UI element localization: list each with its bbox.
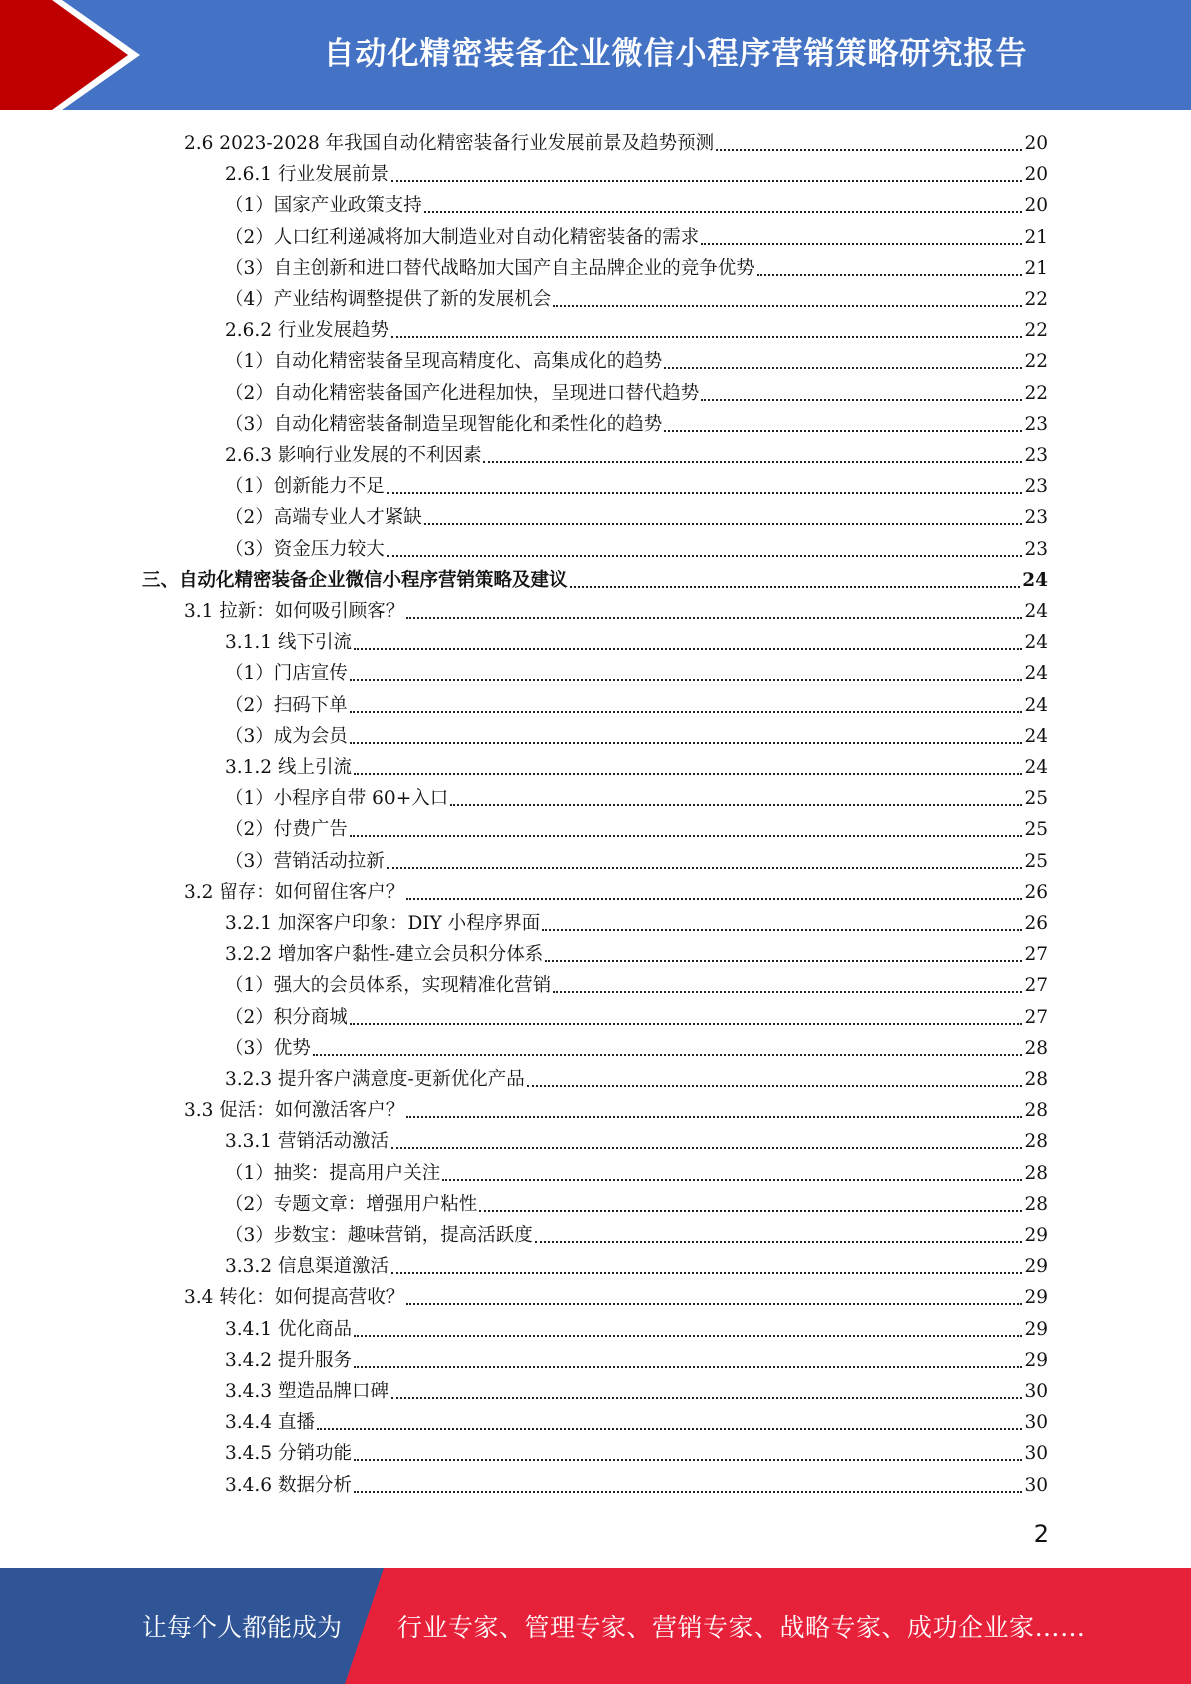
toc-entry-page: 23 [1024, 413, 1048, 435]
toc-entry-page: 20 [1024, 195, 1048, 217]
toc-entry[interactable] [225, 908, 1048, 939]
toc-dot-leader [406, 1282, 1022, 1305]
toc-entry-page: 28 [1024, 1037, 1048, 1059]
toc-entry[interactable] [225, 1314, 1048, 1345]
toc-entry[interactable] [225, 534, 1048, 565]
toc-entry[interactable] [184, 128, 1048, 159]
page-footer [0, 1568, 1191, 1684]
toc-entry-page: 24 [1024, 757, 1048, 778]
document-title: 自动化精密装备企业微信小程序营销策略研究报告 [323, 35, 1028, 72]
toc-dot-leader [350, 1002, 1023, 1025]
toc-entry-page: 30 [1024, 1443, 1048, 1465]
toc-dot-leader [757, 253, 1023, 276]
toc-entry-page: 21 [1024, 257, 1048, 279]
toc-dot-leader [391, 159, 1022, 182]
toc-entry[interactable] [225, 1345, 1048, 1376]
toc-entry[interactable] [142, 565, 1048, 596]
toc-entry-title: （3）成为会员 [225, 725, 348, 747]
toc-dot-leader [406, 1095, 1022, 1118]
toc-dot-leader [391, 1251, 1022, 1274]
toc-entry-title: 2.6 2023-2028 年我国自动化精密装备行业发展前景及趋势预测 [184, 133, 715, 154]
toc-entry-page: 30 [1024, 1474, 1048, 1496]
toc-entry-title: 3.4.1 优化商品 [225, 1318, 352, 1340]
toc-entry-page: 29 [1024, 1225, 1048, 1246]
toc-entry[interactable] [225, 190, 1048, 221]
toc-entry-title: 3.3.2 信息渠道激活 [225, 1256, 389, 1278]
toc-entry[interactable] [225, 1002, 1048, 1033]
toc-dot-leader [535, 1220, 1023, 1243]
toc-entry-title: 3.1.2 线上引流 [225, 757, 352, 778]
toc-dot-leader [570, 565, 1021, 588]
toc-dot-leader [527, 1064, 1023, 1087]
toc-entry-page: 28 [1024, 1100, 1048, 1122]
toc-dot-leader [424, 190, 1023, 213]
toc-dot-leader [406, 877, 1022, 900]
toc-entry[interactable] [225, 1251, 1048, 1282]
toc-entry[interactable] [225, 970, 1048, 1001]
toc-entry-title: 2.6.3 影响行业发展的不利因素 [225, 445, 482, 466]
toc-entry-page: 24 [1024, 725, 1048, 747]
toc-entry-title: 3.2.2 增加客户黏性-建立会员积分体系 [225, 944, 544, 966]
toc-entry[interactable] [225, 346, 1048, 377]
toc-entry[interactable] [225, 939, 1048, 970]
toc-dot-leader [354, 1345, 1023, 1368]
toc-entry-page: 28 [1024, 1131, 1048, 1153]
toc-entry-page: 26 [1024, 881, 1048, 903]
toc-entry[interactable] [225, 253, 1048, 284]
toc-entry-title: （2）高端专业人才紧缺 [225, 507, 422, 529]
toc-entry-page: 29 [1024, 1349, 1048, 1371]
toc-entry[interactable] [225, 1220, 1048, 1251]
toc-entry[interactable] [225, 658, 1048, 689]
toc-dot-leader [424, 502, 1023, 525]
toc-dot-leader [391, 1376, 1022, 1399]
toc-entry[interactable] [225, 1470, 1048, 1501]
toc-dot-leader [553, 970, 1022, 993]
toc-entry-page: 23 [1024, 507, 1048, 529]
toc-entry-page: 26 [1024, 913, 1048, 934]
toc-entry[interactable] [225, 1033, 1048, 1064]
toc-entry[interactable] [184, 877, 1048, 908]
toc-entry-title: 3.2.3 提升客户满意度-更新优化产品 [225, 1069, 525, 1090]
toc-dot-leader [354, 627, 1023, 650]
toc-dot-leader [450, 783, 1022, 806]
toc-entry-page: 22 [1024, 320, 1048, 342]
toc-entry-title: （1）创新能力不足 [225, 476, 385, 498]
toc-entry-title: （3）营销活动拉新 [225, 850, 385, 872]
toc-entry-page: 29 [1024, 1318, 1048, 1340]
toc-entry-title: （3）优势 [225, 1037, 311, 1059]
toc-entry-title: （2）积分商城 [225, 1006, 348, 1028]
toc-dot-leader [354, 1438, 1023, 1461]
toc-entry-title: （2）扫码下单 [225, 694, 348, 716]
toc-entry[interactable] [225, 1407, 1048, 1438]
toc-entry[interactable] [225, 690, 1048, 721]
toc-entry[interactable] [225, 1438, 1048, 1469]
toc-entry-title: 3.4.5 分销功能 [225, 1443, 352, 1465]
toc-dot-leader [387, 471, 1023, 494]
toc-entry-title: （3）步数宝：趣味营销，提高活跃度 [225, 1225, 533, 1246]
toc-dot-leader [479, 1189, 1022, 1212]
toc-dot-leader [483, 440, 1022, 463]
toc-entry[interactable] [225, 1376, 1048, 1407]
toc-entry-title: 2.6.1 行业发展前景 [225, 164, 389, 186]
toc-entry[interactable] [225, 409, 1048, 440]
toc-entry-title: 3.4.4 直播 [225, 1412, 315, 1434]
toc-dot-leader [391, 315, 1022, 338]
toc-entry-page: 24 [1024, 663, 1048, 685]
toc-entry-title: （1）强大的会员体系，实现精准化营销 [225, 975, 552, 997]
toc-entry-title: 3.4.3 塑造品牌口碑 [225, 1381, 389, 1402]
toc-entry-page: 27 [1024, 944, 1048, 966]
toc-entry-title: 3.4.2 提升服务 [225, 1349, 352, 1371]
page-header [0, 0, 1191, 110]
toc-entry[interactable] [225, 1126, 1048, 1157]
toc-entry-title: （2）付费广告 [225, 819, 348, 841]
toc-dot-leader [354, 1314, 1023, 1337]
toc-dot-leader [664, 409, 1022, 432]
toc-entry-title: （1）国家产业政策支持 [225, 195, 422, 217]
toc-entry-page: 24 [1024, 632, 1048, 654]
toc-dot-leader [545, 939, 1022, 962]
toc-entry-page: 29 [1024, 1256, 1048, 1278]
toc-entry[interactable] [225, 315, 1048, 346]
toc-entry-title: （1）自动化精密装备呈现高精度化、高集成化的趋势 [225, 351, 663, 373]
toc-entry[interactable] [225, 752, 1048, 783]
toc-entry-title: （2）人口红利递减将加大制造业对自动化精密装备的需求 [225, 226, 700, 248]
toc-entry-title: 3.2 留存：如何留住客户？ [184, 881, 405, 903]
toc-entry[interactable] [225, 440, 1048, 471]
toc-entry[interactable] [225, 159, 1048, 190]
toc-entry-page: 23 [1024, 538, 1048, 560]
toc-entry[interactable] [225, 721, 1048, 752]
toc-entry-title: 3.1.1 线下引流 [225, 632, 352, 654]
toc-entry-page: 23 [1024, 445, 1048, 466]
toc-dot-leader [313, 1033, 1023, 1056]
toc-entry-page: 27 [1024, 1006, 1048, 1028]
toc-entry-page: 25 [1024, 819, 1048, 841]
toc-entry-page: 22 [1024, 382, 1048, 404]
toc-entry-title: （1）门店宣传 [225, 663, 348, 685]
toc-entry-title: 三、自动化精密装备企业微信小程序营销策略及建议 [142, 569, 568, 591]
toc-entry[interactable] [184, 596, 1048, 627]
toc-entry[interactable] [225, 814, 1048, 845]
toc-dot-leader [354, 752, 1023, 775]
toc-entry-page: 28 [1024, 1193, 1048, 1215]
toc-dot-leader [350, 658, 1023, 681]
toc-entry-page: 22 [1024, 351, 1048, 373]
toc-entry-page: 20 [1024, 164, 1048, 186]
page-number: 2 [1033, 1520, 1049, 1548]
toc-dot-leader [542, 908, 1022, 931]
toc-entry[interactable] [225, 1064, 1048, 1095]
toc-entry-page: 30 [1024, 1412, 1048, 1434]
toc-entry[interactable] [225, 627, 1048, 658]
toc-entry-page: 24 [1024, 694, 1048, 716]
toc-entry-title: （2）自动化精密装备国产化进程加快，呈现进口替代趋势 [225, 382, 700, 404]
toc-entry-page: 29 [1024, 1287, 1048, 1309]
toc-entry-title: 2.6.2 行业发展趋势 [225, 320, 389, 342]
footer-slogan-right: 行业专家、管理专家、营销专家、战略专家、成功企业家…… [397, 1613, 1086, 1642]
toc-dot-leader [716, 128, 1022, 151]
toc-entry-title: 3.2.1 加深客户印象：DIY 小程序界面 [225, 913, 541, 934]
toc-entry-title: （1）小程序自带 60+入口 [225, 788, 449, 810]
toc-entry-page: 22 [1024, 289, 1048, 310]
toc-entry-title: 3.3 促活：如何激活客户？ [184, 1100, 405, 1122]
toc-entry-title: （4）产业结构调整提供了新的发展机会 [225, 289, 552, 310]
toc-dot-leader [664, 346, 1022, 369]
toc-dot-leader [387, 846, 1023, 869]
toc-entry-page: 30 [1024, 1381, 1048, 1402]
toc-entry-page: 20 [1024, 133, 1048, 154]
toc-entry-page: 28 [1024, 1162, 1048, 1184]
toc-entry[interactable] [225, 471, 1048, 502]
toc-entry-page: 27 [1024, 975, 1048, 997]
toc-entry[interactable] [225, 284, 1048, 315]
toc-entry-page: 21 [1024, 226, 1048, 248]
toc-entry-title: （3）自主创新和进口替代战略加大国产自主品牌企业的竞争优势 [225, 257, 755, 279]
toc-entry[interactable] [225, 378, 1048, 409]
toc-dot-leader [350, 721, 1023, 744]
toc-entry-title: （2）专题文章：增强用户粘性 [225, 1193, 478, 1215]
chevron-logo-icon [0, 0, 160, 110]
toc-entry-title: 3.3.1 营销活动激活 [225, 1131, 389, 1153]
toc-entry-page: 23 [1024, 476, 1048, 498]
toc-dot-leader [406, 596, 1022, 619]
toc-dot-leader [317, 1407, 1023, 1430]
toc-dot-leader [391, 1126, 1022, 1149]
toc-entry-title: （1）抽奖：提高用户关注 [225, 1162, 441, 1184]
footer-slogan-left: 让每个人都能成为 [142, 1613, 343, 1642]
toc-entry-page: 25 [1024, 788, 1048, 810]
toc-dot-leader [442, 1158, 1022, 1181]
toc-entry-title: （3）资金压力较大 [225, 538, 385, 560]
toc-entry[interactable] [184, 1095, 1048, 1126]
toc-entry-title: 3.1 拉新：如何吸引顾客？ [184, 601, 405, 622]
toc-dot-leader [350, 690, 1023, 713]
toc-dot-leader [701, 378, 1022, 401]
toc-dot-leader [354, 1470, 1023, 1493]
toc-entry[interactable] [225, 1189, 1048, 1220]
toc-entry[interactable] [225, 846, 1048, 877]
toc-entry-title: （3）自动化精密装备制造呈现智能化和柔性化的趋势 [225, 413, 663, 435]
toc-dot-leader [553, 284, 1022, 307]
toc-entry-page: 25 [1024, 850, 1048, 872]
toc-entry[interactable] [225, 502, 1048, 533]
toc-dot-leader [701, 222, 1022, 245]
toc-dot-leader [387, 534, 1023, 557]
toc-entry[interactable] [225, 1158, 1048, 1189]
toc-entry[interactable] [184, 1282, 1048, 1313]
toc-entry-title: 3.4 转化：如何提高营收？ [184, 1287, 405, 1309]
toc-entry-page: 24 [1022, 569, 1048, 591]
toc-dot-leader [350, 814, 1023, 837]
toc-entry[interactable] [225, 783, 1048, 814]
toc-entry-title: 3.4.6 数据分析 [225, 1474, 352, 1496]
toc-entry-page: 28 [1024, 1069, 1048, 1090]
toc-entry[interactable] [225, 222, 1048, 253]
toc-entry-page: 24 [1024, 601, 1048, 622]
